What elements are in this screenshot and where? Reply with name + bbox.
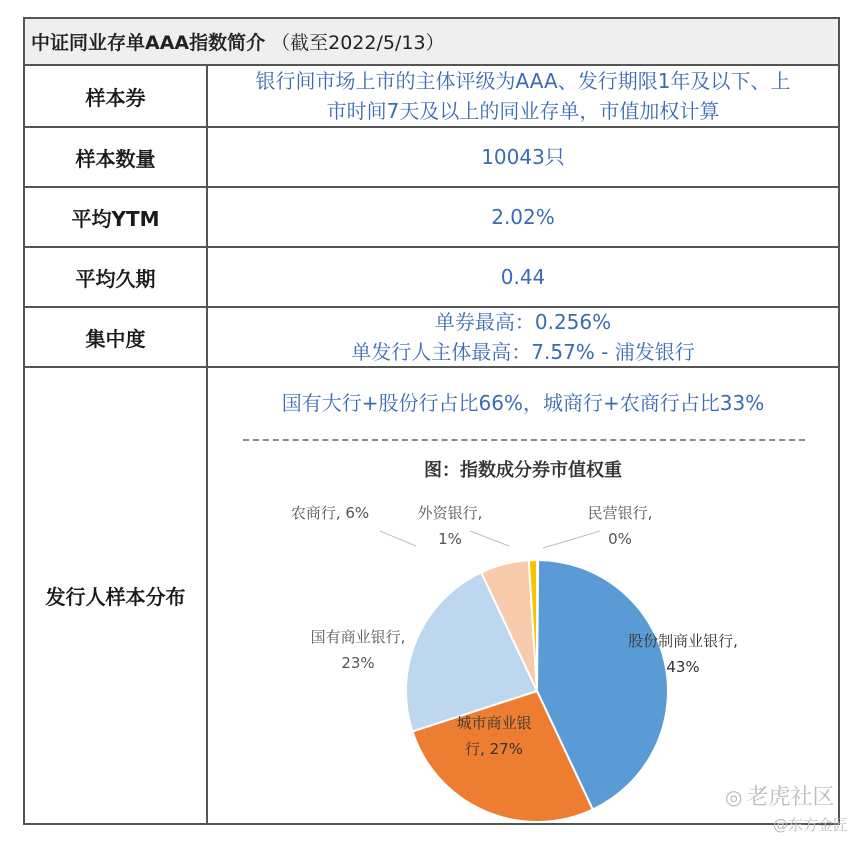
row-value	[208, 188, 838, 246]
watermark-source: @东方金匠	[773, 816, 849, 834]
title-date: （截至2022/5/13）	[271, 32, 445, 54]
pie-chart	[208, 368, 838, 823]
slice-label-2: 国有商业银行, 23%	[310, 628, 406, 672]
slice-label-3: 农商行, 6%	[290, 504, 370, 522]
row-value	[208, 128, 838, 186]
value-line: 市时间7天及以上的同业存单，市值加权计算	[326, 99, 720, 123]
value-line: 0.44	[500, 265, 546, 289]
distribution-summary: 国有大行+股份行占比66%，城商行+农商行占比33%	[281, 391, 765, 415]
pie-slice-5	[537, 560, 538, 691]
row-avg-duration	[25, 248, 838, 308]
row-concentration	[25, 308, 838, 368]
index-intro-card	[23, 17, 840, 825]
distribution-panel	[208, 368, 838, 823]
slice-label-1: 城市商业银行, 27%	[456, 714, 532, 758]
value-line: 2.02%	[491, 205, 555, 229]
watermark-brand: ◎ 老虎社区	[725, 785, 835, 810]
leader-line-5	[543, 531, 600, 548]
leader-line-3	[380, 531, 416, 546]
chart-title: 图：指数成分券市值权重	[424, 460, 622, 481]
value-line: 银行间市场上市的主体评级为AAA、发行期限1年及以下、上	[255, 69, 791, 93]
tiger-logo-icon: ◎	[725, 785, 743, 809]
slice-label-5: 民营银行, 0%	[587, 504, 653, 548]
value-line: 单发行人主体最高：7.57% - 浦发银行	[351, 340, 695, 364]
row-label: 平均YTM	[25, 188, 208, 246]
row-value	[208, 248, 838, 306]
value-line: 单券最高：0.256%	[434, 310, 612, 334]
row-sample-count	[25, 128, 838, 188]
row-value	[208, 308, 838, 366]
row-label: 集中度	[25, 308, 208, 366]
card-title	[25, 19, 838, 66]
row-sample-bonds	[25, 66, 838, 128]
row-value	[208, 66, 838, 126]
row-label: 平均久期	[25, 248, 208, 306]
row-avg-ytm	[25, 188, 838, 248]
slice-label-4: 外资银行, 1%	[417, 504, 483, 548]
row-label: 样本数量	[25, 128, 208, 186]
slice-label-0: 股份制商业银行, 43%	[628, 632, 738, 676]
row-label: 样本券	[25, 66, 208, 126]
leader-line-4	[470, 531, 509, 546]
row-label: 发行人样本分布	[25, 368, 208, 823]
value-line: 10043只	[481, 145, 565, 169]
row-issuer-distribution	[25, 368, 838, 823]
title-main: 中证同业存单AAA指数简介	[31, 32, 266, 54]
